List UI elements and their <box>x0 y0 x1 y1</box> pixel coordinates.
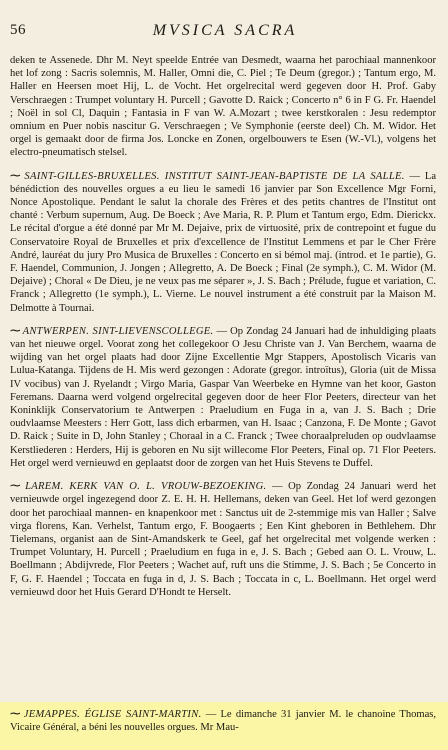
running-head <box>10 22 440 42</box>
section-text: deken te Assenede. Dhr M. Neyt speelde Entrée van Desmedt, waarna het parochiaal mannenkoor het lof zong : Sacris solemnis, M. Haller, Omni die, C. Piel ; Te Deum (gregor.) ; Tantum ergo, M. Haller en Heersen moet Hij, L. de Vocht. Het orgelrecital werd gegeven door H. Prof. Gaby Verschraegen : Trumpet voluntary H. Purcell ; Gavotte D. Raick ; Concerto n° 6 in F G. Fr. Haendel ; Noël in sol Cl, Daquin ; Fantasia in F van W. A.Mozart ; twee kerstkoralen : Jesu redemptor omnium en Puer nobis nascitur G. Verschraegen ; Ve Symphonie (eerste deel) Ch. M. Widor. Het orgel is gemaakt door de firma Jos. Loncke en Zonen, orgelbouwers te Esen (W.-Vl.), volgens het electro-pneumatisch stelsel. <box>10 55 436 159</box>
section-antwerpen <box>10 325 436 470</box>
section-paragraph <box>10 708 436 734</box>
section-text: — Op Zondag 24 Januari werd het vernieuwde orgel ingezegend door Z. E. H. H. Hellemans, deken van Geel. Het lof werd gezongen door het parochiaal mannen- en knapenkoor met : Sanctus uit de 2-stemmige mis van Haller ; Salve virga florens, Kan. Verhelst, Tantum ergo, F. Boogaerts ; Een Kint gheboren in Bethlehem. Dhr Tielemans, organist aan de Sint-Amandskerk te Geel, gaf het orgelrecital met volgende werken : Trumpet Voluntary, H. Purcell ; Praeludium en fuga in e, J. S. Bach ; Gebed aan O. L. Vrouw, L. Boellmann ; Abdijvrede, Flor Peeters ; Wachet auf, ruft uns die Stimme, J. S. Bach ; 5e Concerto in F, G. F. Haendel ; Toccata en fuga in d, J. S. Bach ; Toccata in c, L. Boellmann. Het orgel werd vernieuwd door het Huis Gerard D'Hondt te Herselt. <box>10 481 437 598</box>
section-jemappes <box>10 708 436 734</box>
section-mark-icon: ⁓ <box>10 170 20 182</box>
section-mark-icon: ⁓ <box>10 481 20 493</box>
section-mark-icon: ⁓ <box>10 325 20 337</box>
section-assenede <box>10 54 436 160</box>
section-mark-icon: ⁓ <box>10 709 20 720</box>
section-larem <box>10 480 436 599</box>
section-title: LAREM. KERK VAN O. L. VROUW-BEZOEKING. <box>25 481 267 493</box>
section-title: SAINT-GILLES-BRUXELLES. INSTITUT SAINT-JEAN-BAPTISTE DE LA SALLE. <box>24 170 405 182</box>
section-paragraph <box>10 170 436 315</box>
journal-title: MVSICA SACRA <box>152 22 298 39</box>
page-number: 56 <box>10 22 26 38</box>
section-paragraph <box>10 480 436 599</box>
article-body <box>10 54 436 599</box>
section-text: — Op Zondag 24 Januari had de inhuldiging plaats van het nieuwe orgel. Voorat zong het collegekoor O Jesu Christe van J. Van Berchem, waarna de wijding van het orgel plaats had door Zijne Excellentie Mgr Stappers, Apostolisch Vicaris van Lulua-Katanga. Tijdens de H. Mis werd gezongen : Adorate (gregor. introïtus), Gloria (uit de Missa IV vocibus) van J. Ryelandt ; Virgo Maria, Gaspar Van Weerbeke en Hymne van het koor, Gaston Feremans. Daarna werd volgend orgelrecital gegeven door de heer Flor Peeters, directeur van het Koninklijk Conservatorium te Antwerpen : Praeludium en Fuga in a, van J. S. Bach ; Drie oudvlaamse Meesters : Herr Gott, lass dich erbarmen, van H. Isaac ; Canzona, F. De Monte ; Gavot D. Raick ; Suite in D, John Stanley ; Choraal in a C. Franck ; Twee choraalpreluden op oudvlaamse Kerstliederen : Herders, Hij is geboren en Nu sijt willecome Flor Peeters, Final op. 71 Flor Peeters. Het orgel werd vernieuwd en geplaatst door de zorgen van het Huis Stevens te Duffel. <box>10 325 437 469</box>
section-title: ANTWERPEN. SINT-LIEVENSCOLLEGE. <box>22 325 214 337</box>
section-saint-gilles <box>10 170 436 315</box>
section-text: — La bénédiction des nouvelles orgues a eu lieu le samedi 16 janvier par Son Excellence Mgr Forni, Nonce Apostolique. Pendant le salut la chorale des Frères et des petits chantres de l'Institut ont chanté : Verbum supernum, Aug. De Boeck ; Ave Maria, R. P. Plum et Tantum ergo, Edm. Dierickx. Le récital d'orgue a été donné par Mr M. Dejaive, prix de virtuosité, prix de contrepoint et fugue du Conservatoire Royal de Bruxelles et prix d'excellence de l'Institut Lemmens et par le Cher Frère André, lauréat du jury Pro Musica de Bruxelles : Concerto en si bémol maj. (introd. et 1e partie), G. F. Haendel, Communion, J. Jongen ; Allegretto, A. De Boeck ; Final (2e symph.), C. M. Widor (M. Dejaive) ; Choral « De Dieu, je ne veux pas me séparer », J. S. Bach ; Prélude, fugue et variation, C. Franck ; Allegretto (1e symph.), L. Vierne. Le nouvel instrument a été construit par la Maison M. Delmotte à Tournai. <box>10 170 437 314</box>
section-title: JEMAPPES. ÉGLISE SAINT-MARTIN. <box>23 709 202 720</box>
section-paragraph <box>10 325 436 470</box>
section-text: — Le dimanche 31 janvier M. le chanoine Thomas, Vicaire Général, a béni les nouvelles orgues. Mr Mau- <box>10 709 437 734</box>
